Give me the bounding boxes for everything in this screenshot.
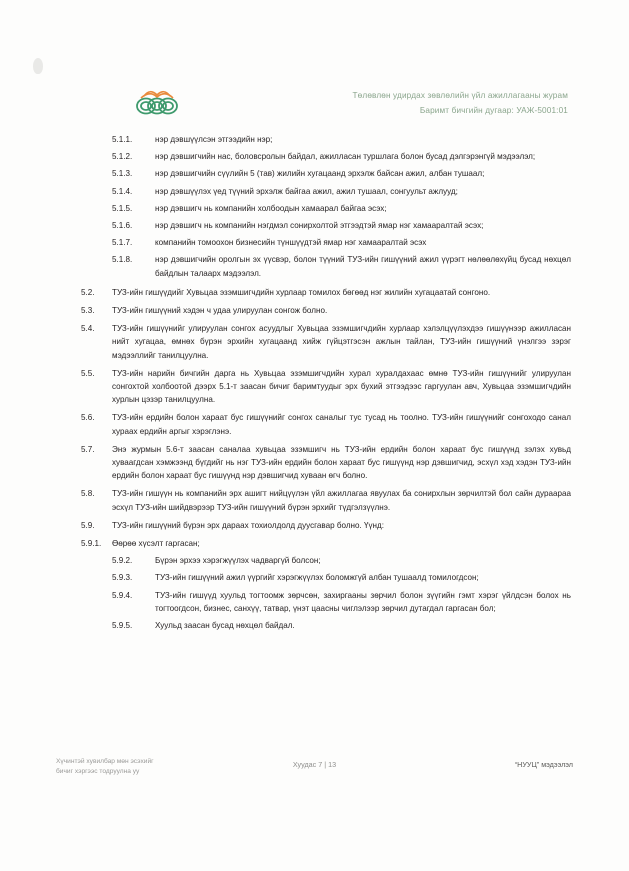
clause-text: компанийн томоохон бизнесийн түншүүдтэй ямар нэг хамааралтай эсэх	[155, 238, 427, 248]
footer-note-line2: бичиг хэргээс тодруулна уу	[56, 768, 140, 775]
clause-number: 5.9.2.	[112, 556, 133, 566]
page-number: Хуудас 7 | 13	[292, 760, 337, 769]
header-title-block	[353, 90, 568, 117]
clause-text: ТУЗ-ийн гишүүд хуульд тогтоомж зөрчсөн, захиргааны зөрчил болон зүүгийн гэмт хэрэг үйлдсэн болох нь тогтоогдсон, бизнес, санхүү, татвар, үнэт цаасны чиглэлээр зөрчил дутагдал гаргасан бол;	[155, 590, 571, 613]
clause-number: 5.1.3.	[112, 169, 133, 179]
clause-text: ТУЗ-ийн гишүүний ажил үүргийг хэрэгжүүлэх боломжгүй албан тушаалд томилогдсон;	[155, 573, 479, 583]
clause-number: 5.7.	[81, 444, 95, 454]
clause-item	[0, 304, 629, 317]
clause-number: 5.1.8.	[112, 255, 133, 265]
clause-number: 5.1.4.	[112, 186, 133, 196]
clause-number: 5.4.	[81, 324, 95, 334]
header-doc-number: Баримт бичгийн дугаар: УАЖ-5001:01	[419, 105, 568, 115]
footer-note-line1: Хүчинтэй хувилбар мөн эсэхийг	[56, 758, 154, 765]
clause-text: ТУЗ-ийн гишүүн нь компанийн эрх ашигт нийцүүлэн үйл ажиллагаа явуулах ба сонирхлын зөрчилтэй бол сайн дураараа эсхүл ТУЗ-ийн шийдвэрээр ТУЗ-ийн гишүүний бүрэн эрхийг түдгэлзүүлнэ.	[112, 489, 571, 512]
confidentiality-label: “НУУЦ” мэдээлэл	[514, 760, 573, 769]
clause-text: нэр дэвшүүлсэн этгээдийн нэр;	[155, 135, 273, 144]
clause-text: Хуульд заасан бусад нөхцөл байдал.	[155, 621, 295, 631]
clause-number: 5.3.	[81, 306, 95, 316]
clause-item	[0, 367, 629, 407]
clause-number: 5.1.5.	[112, 203, 133, 213]
clause-item	[0, 537, 629, 550]
clause-item	[0, 519, 629, 532]
clause-item	[0, 322, 629, 362]
trefoil-logo-icon	[124, 86, 192, 120]
clause-text: нэр дэвшүүлэх үед түүний эрхэлж байгаа ажил, ажил тушаал, сонгуульт ажлууд;	[155, 186, 458, 196]
page-header	[0, 86, 629, 130]
clause-text: нэр дэвшигч нь компанийн холбоодын хамаарал байгаа эсэх;	[155, 203, 387, 213]
clause-text: нэр дэвшигчийн нас, боловсролын байдал, ажилласан туршлага болон бусад дэлгэрэнгүй мэдээлэл;	[155, 152, 536, 162]
clause-text: ТУЗ-ийн ердийн болон хараат бус гишүүнийг сонгох саналыг тус тусад нь тоолно. ТУЗ-ийн гишүүнийг сонгоходо санал хураах ердийн аргыг хэрэглэнэ.	[112, 413, 571, 436]
clause-number: 5.1.2.	[112, 152, 133, 162]
clause-number: 5.2.	[81, 287, 95, 297]
clause-text: нэр дэвшигчийн сүүлийн 5 (тав) жилийн хугацаанд эрхэлж байсан ажил, албан тушаал;	[155, 169, 485, 179]
clause-number: 5.9.3.	[112, 573, 133, 583]
clause-text: Энэ журмын 5.6-т заасан саналаа хувьцаа эзэмшигч нь ТУЗ-ийн ердийн болон хараат бус гишүүнд зэлэх хувьд хуваагдсан хэмжээнд бүгдийг нь нэг ТУЗ-ийн ердийн болон хараат бус гишүүнд нэр дэвшигчид, эсхүл хэд хэдэн ТУЗ-ийн ердийн болон хараат бус гишүүнд нэр дэвшигчид хуваан өгч болно.	[112, 444, 571, 481]
clause-number: 5.6.	[81, 413, 95, 423]
header-title: Төлөвлөн удирдах зөвлөлийн үйл ажиллагааны журам	[352, 91, 568, 100]
clause-text: ТУЗ-ийн гишүүний хэдэн ч удаа улируулан сонгож болно.	[112, 306, 328, 316]
clause-text: ТУЗ-ийн гишүүнийг улируулан сонгох асуудлыг Хувьцаа эзэмшигчдийн хурлаар хэлэлцүүлэхдээ гишүүнээр ажилласан нийт хугацаа, өмнөх бүрэн эрхийн хугацаанд хийж гүйцэтгэсэн ажлын тайлан, ТУЗ-ийн гишүүний үнэлгээ зэрэг мэдээллийг танилцуулна.	[112, 324, 571, 360]
clause-text: ТУЗ-ийн гишүүдийг Хувьцаа эзэмшигчдийн хурлаар томилох бөгөөд нэг жилийн хугацаатай сонгоно.	[112, 287, 491, 297]
page-footer	[0, 757, 629, 787]
clause-item	[0, 167, 629, 180]
clause-item	[0, 286, 629, 299]
clause-text: нэр дэвшигчийн оролгын эх үүсвэр, болон түүний ТУЗ-ийн гишүүний ажил үүрэгт нөлөөлөхүйц бусад нөхцөл байдлын талаарх мэдээлэл.	[155, 255, 571, 278]
clause-text: ТУЗ-ийн гишүүний бүрэн эрх дараах тохиолдолд дуусгавар болно. Үүнд:	[112, 520, 384, 530]
clause-number: 5.5.	[81, 368, 95, 378]
clause-item	[0, 571, 629, 584]
clause-item	[0, 150, 629, 163]
clause-number: 5.1.1.	[112, 135, 133, 144]
clause-item	[0, 619, 629, 632]
clause-text: Бүрэн эрхээ хэрэгжүүлэх чадваргүй болсон;	[155, 556, 321, 566]
clause-item	[0, 202, 629, 215]
clause-number: 5.8.	[81, 489, 95, 499]
clause-number: 5.9.1.	[81, 539, 102, 549]
clause-item	[0, 133, 629, 146]
clause-item	[0, 443, 629, 483]
clause-number: 5.1.6.	[112, 221, 133, 231]
clause-item	[0, 253, 629, 279]
clause-number: 5.9.	[81, 520, 95, 530]
document-body	[0, 133, 629, 640]
clause-number: 5.9.5.	[112, 621, 133, 631]
clause-item	[0, 236, 629, 249]
clause-item	[0, 487, 629, 513]
clause-item	[0, 185, 629, 198]
clause-item	[0, 554, 629, 567]
clause-number: 5.9.4.	[112, 590, 133, 600]
scan-artifact	[33, 58, 43, 74]
clause-text: Өөрөө хүсэлт гаргасан;	[112, 539, 200, 549]
clause-item	[0, 411, 629, 437]
clause-text: ТУЗ-ийн нарийн бичгийн дарга нь Хувьцаа эзэмшигчдийн хурал хуралдахаас өмнө ТУЗ-ийн гишүүнийг улируулан сонгохтой холбоотой дээрх 5.1-т заасан бичиг баримтуудыг эрх бухий этгээдээс гаргуулан авч, Хувьцаа эзэмшигчдийн хурлын цэзэр танилцуулна.	[112, 368, 571, 405]
clause-item	[0, 589, 629, 615]
clause-item	[0, 219, 629, 232]
clause-number: 5.1.7.	[112, 238, 133, 248]
clause-text: нэр дэвшигч нь компанийн нэгдмэл сонирхолтой этгээдтэй ямар нэг хамааралтай эсэх;	[155, 221, 484, 231]
